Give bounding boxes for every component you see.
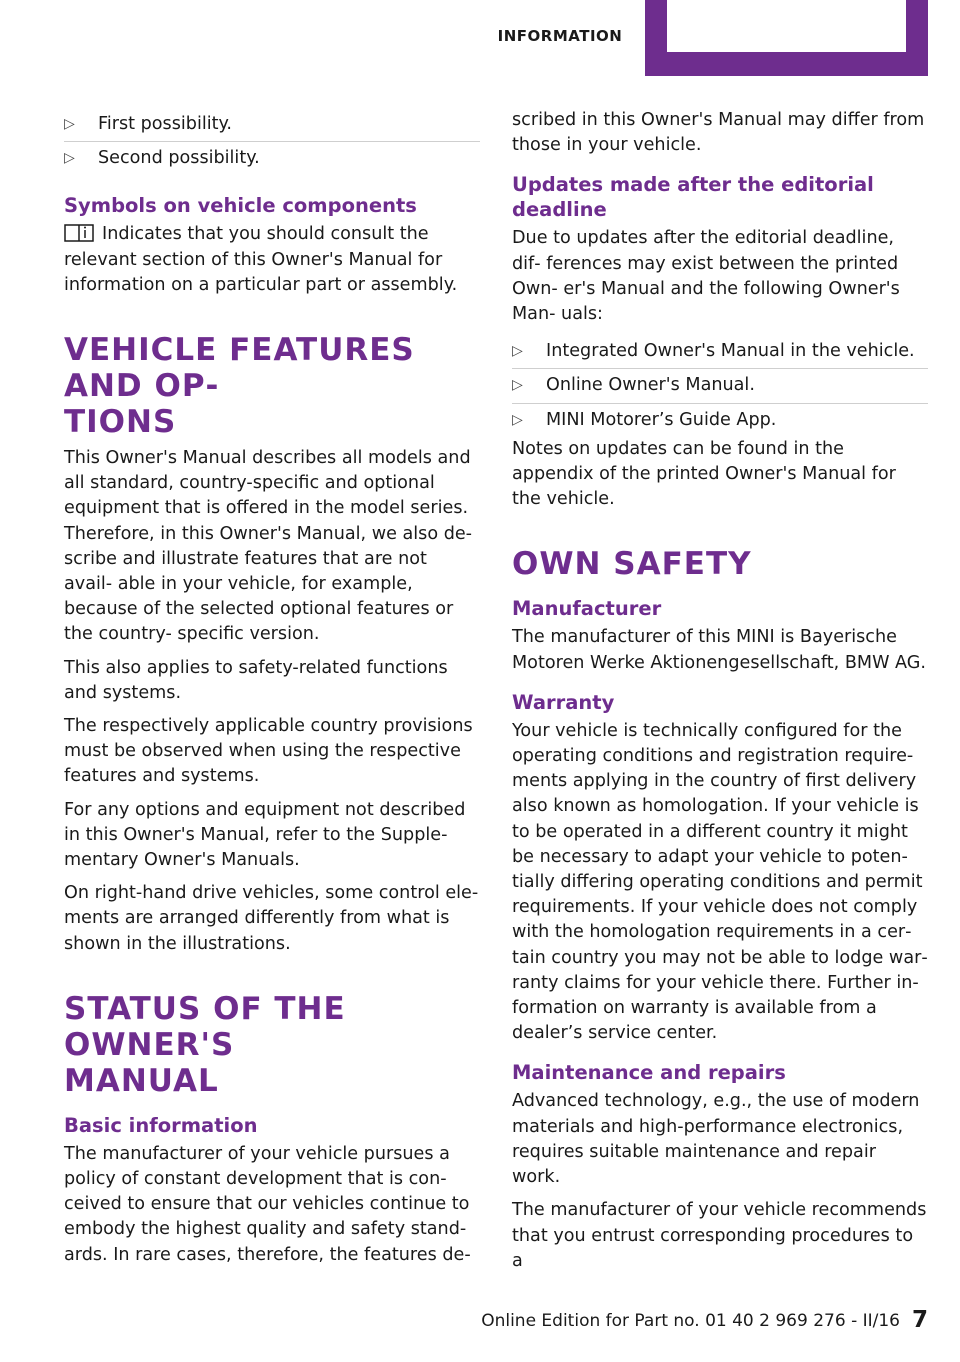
possibility-list [64, 108, 480, 175]
triangle-bullet-icon: ▷ [64, 116, 75, 132]
symbols-paragraph: Indicates that you should consult the relevant section of this Owner's Manual for information on a particular part or assembly. [64, 224, 458, 295]
updates-heading: Updates made after the editorial deadline [512, 173, 874, 222]
left-column [64, 108, 480, 1276]
section-title: INFORMATION [497, 27, 623, 45]
triangle-bullet-icon: ▷ [512, 411, 523, 428]
features-paragraph: The respectively applicable country provisions must be observed when using the respective features and systems. [64, 716, 473, 787]
updates-list [512, 335, 928, 437]
maintenance-heading: Maintenance and repairs [512, 1061, 786, 1085]
updates-notes-paragraph: Notes on updates can be found in the appendix of the printed Owner's Manual for the vehicle. [512, 438, 896, 510]
updates-paragraph: Due to updates after the editorial deadline, dif‐ ferences may exist between the printed Own‐ er's Manual and the following Owner's Man‐ uals: [512, 228, 900, 325]
triangle-bullet-icon: ▷ [64, 150, 75, 167]
maintenance-paragraph: The manufacturer of your vehicle recommends that you entrust corresponding procedures to a [512, 1200, 927, 1271]
warranty-heading: Warranty [512, 690, 615, 714]
manufacturer-heading: Manufacturer [512, 597, 662, 621]
status-heading: STATUS OF THE OWNER'S MANUAL [64, 990, 346, 1099]
list-item: ▷ First possibility. [64, 108, 480, 142]
features-paragraph: This also applies to safety-related functions and systems. [64, 657, 448, 703]
book-icon [64, 224, 94, 242]
features-heading: VEHICLE FEATURES AND OP‐ TIONS [64, 332, 415, 441]
maintenance-paragraph: Advanced technology, e.g., the use of modern materials and high-performance electronics, requires suitable maintenance and repair work. [512, 1091, 920, 1188]
warranty-paragraph: Your vehicle is technically configured for the operating conditions and registration require‐ ments applying in the country of first delivery also known as homologation. If your vehicle is to be operated in a different country it might be necessary to adapt your vehicle to poten‐ tially differing operating conditions and permit requirements. If your vehicle does not comply with the homologation requirements in a cer‐ tain country you may not be able to lodge war‐ ranty claims for your vehicle there. Further in‐ formation on warranty is available from a dealer’s service center. [512, 720, 928, 1044]
symbols-heading: Symbols on vehicle components [64, 194, 417, 218]
right-column [512, 108, 928, 1282]
list-item: ▷ Online Owner's Manual. [512, 369, 928, 403]
own-safety-heading: OWN SAFETY [512, 546, 752, 583]
section-tab [645, 0, 928, 76]
list-item: ▷ MINI Motorer’s Guide App. [512, 404, 928, 437]
list-item: ▷ Integrated Owner's Manual in the vehicle. [512, 335, 928, 369]
basic-info-heading: Basic information [64, 1113, 258, 1137]
triangle-bullet-icon: ▷ [512, 343, 523, 360]
basic-info-paragraph: The manufacturer of your vehicle pursues a policy of constant development that is con‐ ceived to ensure that our vehicles continue to embody the highest quality and safety stand‐ ards. In rare cases, therefore, the features de‐ [64, 1143, 471, 1265]
continued-paragraph: scribed in this Owner's Manual may differ from those in your vehicle. [512, 110, 925, 156]
features-paragraph: For any options and equipment not described in this Owner's Manual, refer to the Supple‐ mentary Owner's Manuals. [64, 799, 466, 871]
features-paragraph: On right-hand drive vehicles, some control ele‐ ments are arranged differently from what is shown in the illustrations. [64, 883, 479, 954]
features-paragraph: This Owner's Manual describes all models and all standard, country-specific and optional equipment that is offered in the model series. Therefore, in this Owner's Manual, we also de‐ scribe and illustrate features that are not avail‐ able in your vehicle, for example, because of the selected optional features or the country- specific version. [64, 448, 473, 645]
edition-footer: Online Edition for Part no. 01 40 2 969 276 - II/16 [481, 1311, 900, 1331]
section-tab-inner [667, 0, 906, 52]
manufacturer-paragraph: The manufacturer of this MINI is Bayerische Motoren Werke Aktionengesellschaft, BMW AG. [512, 627, 927, 673]
triangle-bullet-icon: ▷ [512, 377, 523, 394]
page-number: 7 [911, 1307, 928, 1333]
list-item: ▷ Second possibility. [64, 142, 480, 175]
